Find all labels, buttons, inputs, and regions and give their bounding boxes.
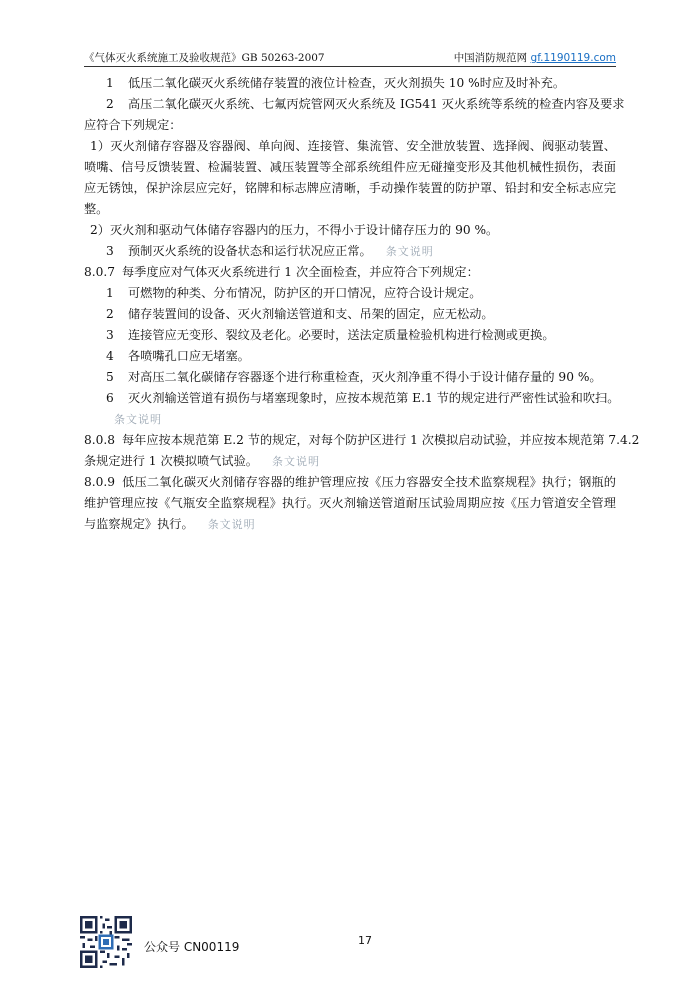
item-number: 1: [106, 286, 114, 300]
clause-note-link[interactable]: 条文说明: [385, 245, 434, 258]
header-site-name: 中国消防规范网: [453, 52, 528, 64]
section-8-0-9-cont: 维护管理应按《气瓶安全监察规程》执行。灭火剂输送管道耐压试验周期应按《压力管道安全管理: [84, 496, 616, 510]
clause-note-link[interactable]: 条文说明: [271, 455, 320, 468]
section-text: 条规定进行 1 次模拟喷气试验。: [84, 454, 258, 468]
page-header: [84, 50, 616, 67]
item-text: 低压二氧化碳灭火系统储存装置的液位计检查，灭火剂损失 10 %时应及时补充。: [128, 76, 566, 90]
list-item: [84, 304, 616, 325]
item-text: 储存装置间的设备、灭火剂输送管道和支、吊架的固定，应无松动。: [128, 307, 494, 321]
item-number: 5: [106, 370, 114, 384]
section-number: 8.0.8: [84, 433, 116, 447]
clause-note-link[interactable]: 条文说明: [207, 518, 256, 531]
list-item: [84, 367, 616, 388]
clause-note-row: [84, 409, 616, 430]
item-text: 预制灭火系统的设备状态和运行状况应正常。: [128, 244, 372, 258]
item-text: 高压二氧化碳灭火系统、七氟丙烷管网灭火系统及 IG541 灭火系统等系统的检查内容及要求: [128, 97, 625, 111]
item-number: 4: [106, 349, 114, 363]
item-number: 2: [106, 97, 114, 111]
section-8-0-9: [84, 472, 616, 493]
item-number: 3: [106, 244, 114, 258]
clause-item-1: [84, 73, 616, 94]
list-item: [84, 388, 620, 409]
footer-account: 公众号 CN00119: [144, 940, 240, 954]
item-text: 灭火剂输送管道有损伤与堵塞现象时，应按本规范第 E.1 节的规定进行严密性试验和吹扫。: [128, 391, 620, 405]
item-text: 连接管应无变形、裂纹及老化。必要时，送法定质量检验机构进行检测或更换。: [128, 328, 555, 342]
clause-note-link[interactable]: 条文说明: [114, 413, 162, 426]
section-8-0-9-cont: [84, 514, 616, 535]
section-text: 每年应按本规范第 E.2 节的规定，对每个防护区进行 1 次模拟启动试验，并应按本规范第 7.4.2: [122, 433, 640, 447]
item-text: 各喷嘴孔口应无堵塞。: [128, 349, 250, 363]
qr-code-icon: [80, 916, 132, 968]
header-site: [454, 50, 616, 65]
sub-item-1-line4: 整。: [84, 202, 109, 216]
header-title: 《气体灭火系统施工及验收规范》GB 50263-2007: [84, 52, 325, 64]
clause-item-2: [84, 94, 625, 115]
sub-item-1-line2: 喷嘴、信号反馈装置、检漏装置、减压装置等全部系统组件应无碰撞变形及其他机械性损伤，表面: [84, 160, 616, 174]
header-site-link[interactable]: gf.1190119.com: [530, 52, 616, 64]
section-number: 8.0.9: [84, 475, 116, 489]
sub-item-2: 2）灭火剂和驱动气体储存容器内的压力，不得小于设计储存压力的 90 %。: [90, 223, 499, 237]
list-item: [84, 325, 616, 346]
section-text: 低压二氧化碳灭火剂储存容器的维护管理应按《压力容器安全技术监察规程》执行；钢瓶的: [122, 475, 616, 489]
section-text: 每季度应对气体灭火系统进行 1 次全面检查，并应符合下列规定：: [122, 265, 479, 279]
list-item: [84, 346, 616, 367]
section-8-0-8: [84, 430, 640, 451]
item-text: 对高压二氧化碳储存容器逐个进行称重检查，灭火剂净重不得小于设计储存量的 90 %。: [128, 370, 602, 384]
item-number: 3: [106, 328, 114, 342]
list-item: [84, 283, 616, 304]
section-number: 8.0.7: [84, 265, 116, 279]
section-8-0-7: [84, 262, 616, 283]
clause-item-2-cont: 应符合下列规定：: [84, 118, 182, 132]
page-footer: [80, 916, 620, 968]
sub-item-1-line1: 1）灭火剂储存容器及容器阀、单向阀、连接管、集流管、安全泄放装置、选择阀、阀驱动装置、: [90, 139, 616, 153]
clause-item-3: [84, 241, 616, 262]
sub-item-1-line3: 应无锈蚀，保护涂层应完好，铭牌和标志牌应清晰，手动操作装置的防护罩、铅封和安全标志应完: [84, 181, 616, 195]
item-number: 2: [106, 307, 114, 321]
section-text: 与监察规定》执行。: [84, 517, 194, 531]
item-number: 1: [106, 76, 114, 90]
document-body: [84, 73, 640, 535]
item-number: 6: [106, 391, 114, 405]
section-8-0-8-cont: [84, 451, 616, 472]
item-text: 可燃物的种类、分布情况，防护区的开口情况，应符合设计规定。: [128, 286, 482, 300]
page-number: 17: [358, 934, 372, 947]
